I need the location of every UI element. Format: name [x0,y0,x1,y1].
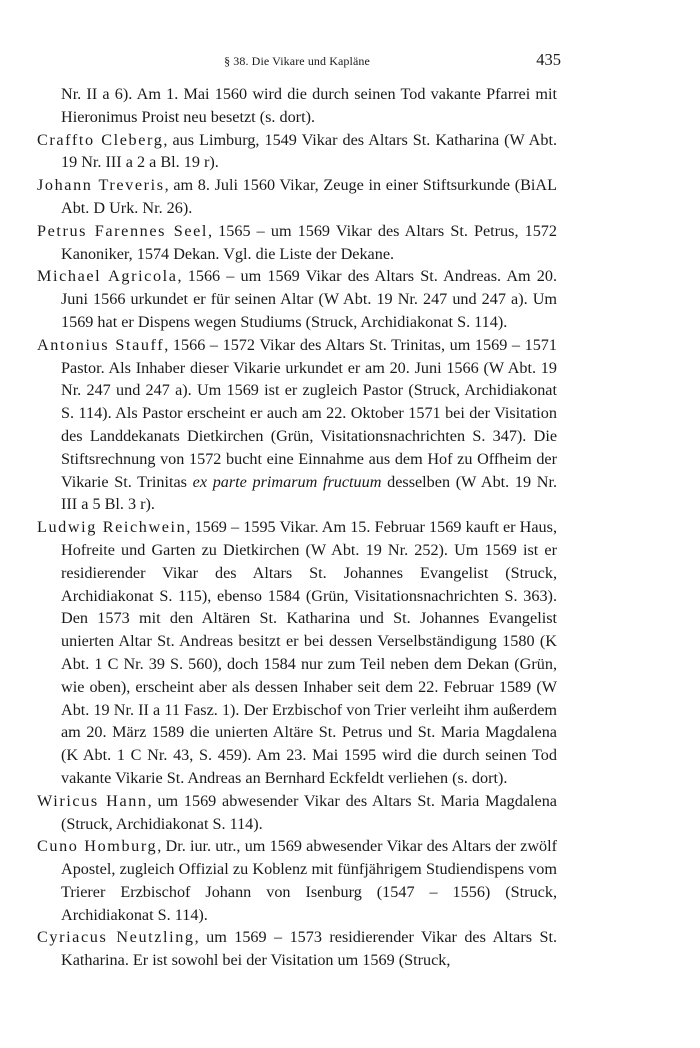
entry-text: , aus Limburg, 1549 Vikar des Altars St. Katharina (W Abt. 19 Nr. III a 2 a Bl. 19 r). [61,130,557,172]
entry-name: Craffto Cleberg [37,130,164,149]
running-title: § 38. Die Vikare und Kapläne [224,54,370,68]
entry-text: Nr. II a 6). Am 1. Mai 1560 wird die durch seinen Tod vakante Pfarrei mit Hieronimus Proist neu besetzt (s. dort). [61,85,557,126]
entry-list [37,83,557,972]
entry-treveris [37,174,557,220]
entry-name: Petrus Farennes Seel [37,221,208,240]
entry-text: , 1566 – 1572 Vikar des Altars St. Trinitas, um 1569 – 1571 Pastor. Als Inhaber dieser Vikarie urkundet er am 20. Juni 1566 (W Abt. 19 Nr. 247 und 247 a). Um 1569 ist er zugleich Pastor (Struck, Archidiakonat S. 114). Als Pastor erscheint er auch am 22. Oktober 1571 bei der Visitation des Landdekanats Dietkirchen (Grün, Visitationsnachrichten S. 347). Die Stiftsrechnung von 1572 bucht eine Einnahme aus dem Hof zu Offheim der Vikarie St. Trinitas [61,335,557,491]
entry-name: Cyriacus Neutzling [37,928,195,947]
entry-text: , um 1569 – 1573 residierender Vikar des Altars St. Katharina. Er ist sowohl bei der Visitation um 1569 (Struck, [61,928,557,970]
entry-neutzling [37,926,557,972]
entry-text: , Dr. iur. utr., um 1569 abwesender Vikar des Altars der zwölf Apostel, zugleich Offizial zu Koblenz mit fünfjährigem Studiendispens vom Trierer Erzbischof Johann von Isenburg (1547 – 1556) (Struck, Archidiakonat S. 114). [61,837,557,924]
entry-reichwein [37,516,557,790]
entry-text: desselben (W Abt. 19 Nr. III a 5 Bl. 3 r). [61,472,557,514]
entry-cleberg [37,129,557,175]
page-number: 435 [536,50,561,69]
running-header [37,50,561,72]
entry-name: Ludwig Reichwein [37,518,187,537]
entry-text: , 1566 – um 1569 Vikar des Altars St. Andreas. Am 20. Juni 1566 urkundet er für seinen Altar (W Abt. 19 Nr. 247 und 247 a). Um 1569 hat er Dispens wegen Studiums (Struck, Archidiakonat S. 114). [61,267,558,331]
entry-text: , um 1569 abwesender Vikar des Altars St. Maria Magdalena (Struck, Archidiakonat S. 114). [61,791,557,833]
entry-italic-text: ex parte primarum fructuum [192,472,382,491]
entry-text: , 1569 – 1595 Vikar. Am 15. Februar 1569 kauft er Haus, Hofreite und Garten zu Dietkirchen (W Abt. 19 Nr. 252). Um 1569 ist er residierender Vikar des Altars St. Johannes Evangelist (Struck, Archidiakonat S. 115), ebenso 1584 (Grün, Visitationsnachrichten S. 363). Den 1573 mit den Altären St. Katharina und St. Johannes Evangelist unierten Altar St. Andreas besitzt er bei dessen Verselbständigung 1580 (K Abt. 1 C Nr. 39 S. 560), doch 1584 nur zum Teil neben dem Dekan (Grün, wie oben), erscheint aber als dessen Inhaber seit dem 22. Februar 1589 (W Abt. 19 Nr. II a 11 Fasz. 1). Der Erzbischof von Trier verleiht ihm außerdem am 20. März 1589 die unierten Altäre St. Petrus und St. Maria Magdalena (K Abt. 1 C Nr. 43, S. 459). Am 23. Mai 1595 wird die durch seinen Tod vakante Vikarie St. Andreas an Bernhard Eckfeldt verliehen (s. dort). [61,518,557,787]
entry-homburg [37,835,557,926]
entry-name: Wiricus Hann [37,791,148,810]
entry-continuation [37,83,557,129]
entry-name: Antonius Stauff [37,335,165,354]
entry-stauff [37,334,557,516]
book-page [37,50,561,972]
entry-text: , 1565 – um 1569 Vikar des Altars St. Petrus, 1572 Kanoniker, 1574 Dekan. Vgl. die Liste der Dekane. [61,221,557,263]
entry-agricola [37,265,557,333]
entry-hann [37,790,557,836]
entry-name: Michael Agricola [37,267,178,286]
entry-name: Johann Treveris [37,176,165,195]
entry-seel [37,220,557,266]
entry-text: , am 8. Juli 1560 Vikar, Zeuge in einer Stiftsurkunde (BiAL Abt. D Urk. Nr. 26). [61,176,557,217]
entry-name: Cuno Homburg [37,837,158,856]
